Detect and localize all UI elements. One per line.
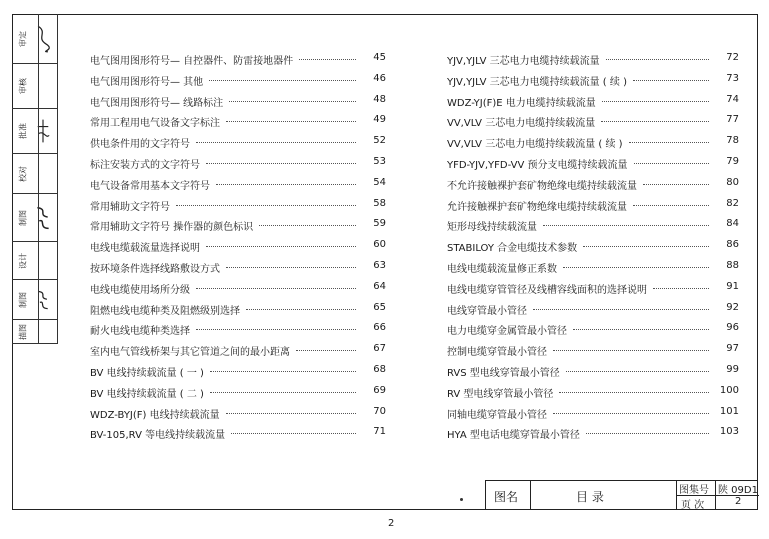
toc-leader-dots [653,280,709,289]
toc-entry [447,402,739,422]
toc-entry-page: 103 [719,426,739,438]
toc-entry-title: 矩形母线持续载流量 [447,222,537,234]
toc-entry-page: 58 [373,197,386,209]
toc-entry-page: 77 [726,114,739,126]
side-cell-7 [12,320,58,344]
toc-entry-title: STABILOY 合金电缆技术参数 [447,243,578,255]
toc-entry-page: 100 [719,384,739,396]
toc-leader-dots [633,197,709,206]
toc-leader-dots [210,363,356,372]
page-row [677,495,759,509]
toc-leader-dots [226,259,356,268]
toc-leader-dots [602,93,709,102]
toc-leader-dots [206,155,356,164]
toc-entry-title: 电线电缆穿管管径及线槽容线面积的选择说明 [447,284,647,296]
toc-entry-title: 同轴电缆穿管最小管径 [447,409,547,421]
toc-entry-page: 63 [373,260,386,271]
toc-entry-title: 电气图用图形符号— 其他 [90,76,204,88]
toc-entry [90,339,386,359]
toc-entry-page: 80 [726,176,739,188]
toc-entry [90,214,386,234]
toc-entry [90,277,386,297]
toc-entry-page: 72 [726,52,739,63]
toc-leader-dots [606,51,709,60]
toc-leader-dots [563,259,709,268]
toc-entry-title: BV 电线持续载流量 ( 二 ) [90,388,204,400]
toc-entry-title: 电线电缆使用场所分级 [90,284,190,296]
side-label: 校对 [18,165,28,182]
toc-entry-title: VV,VLV 三芯电力电缆持续载流量 [447,118,596,130]
toc-leader-dots [216,176,356,185]
toc-entry-page: 92 [726,301,739,313]
toc-entry-title: VV,VLV 三芯电力电缆持续载流量 ( 续 ) [447,139,623,151]
side-cell-1 [12,64,58,109]
toc-leader-dots [259,217,356,226]
toc-entry [447,422,739,442]
toc-entry-title: RVS 型电线穿管最小管径 [447,368,560,379]
toc-entry [447,298,739,318]
toc-entry-page: 101 [719,405,739,417]
toc-leader-dots [296,342,356,351]
toc-entry-page: 66 [373,322,386,334]
sidebar-divider [38,14,39,344]
toc-entry-page: 97 [726,343,739,355]
toc-entry-title: BV-105,RV 等电线持续载流量 [90,430,226,442]
toc-entry-page: 60 [373,239,386,251]
signature-icon [34,203,52,231]
toc-entry-page: 46 [373,72,386,84]
side-label: 描图 [18,323,28,340]
toc-entry-page: 45 [373,52,386,63]
toc-entry [447,256,739,276]
toc-entry [90,235,386,255]
atlas-label: 图集号 [679,485,709,496]
page-divider [715,495,716,509]
toc-leader-dots [553,405,709,414]
toc-leader-dots [586,425,709,434]
toc-entry [90,256,386,276]
page-value: 2 [735,496,742,507]
toc-entry-page: 82 [726,197,739,209]
toc-entry [90,152,386,172]
toc-entry-page: 88 [726,260,739,271]
toc-entry-page: 84 [726,218,739,230]
toc-entry-page: 48 [373,93,386,105]
toc-entry [90,381,386,401]
toc-entry-title: 电线电缆载流量选择说明 [90,243,200,255]
toc-entry-page: 69 [373,384,386,396]
toc-leader-dots [231,425,356,434]
toc-entry-page: 52 [373,135,386,147]
signature-icon [34,288,52,311]
page-label: 页 次 [681,500,705,511]
toc-leader-dots [559,384,709,393]
toc-entry-title: 常用辅助文字符号 [90,201,170,213]
toc-entry-title: 标注安装方式的文字符号 [90,160,200,171]
atlas-number: 陕 09D1 [718,485,758,496]
toc-entry-page: 65 [373,301,386,313]
side-label: 审核 [18,78,28,94]
toc-entry-page: 73 [726,72,739,84]
toc-leader-dots [196,134,356,143]
toc-entry [90,90,386,110]
toc-entry [447,277,739,297]
toc-entry [90,194,386,214]
signature-icon [34,118,52,144]
title-block [485,480,758,510]
toc-leader-dots [533,301,709,310]
toc-leader-dots [210,384,356,393]
toc-entry-page: 67 [373,343,386,355]
toc-entry-title: 允许接触裸护套矿物绝缘电缆持续载流量 [447,201,627,213]
side-cell-3 [12,154,58,194]
toc-entry-page: 54 [373,176,386,188]
toc-leader-dots [206,238,356,247]
side-cell-6 [12,280,58,320]
toc-leader-dots [583,238,709,247]
side-label: 制图 [18,291,28,308]
toc-leader-dots [553,342,709,351]
dot-mark [460,498,463,501]
toc-entry-title: 电气设备常用基本文字符号 [90,180,210,192]
toc-entry-title: RV 型电线穿管最小管径 [447,388,554,400]
toc-entry-title: YJV,YJLV 三芯电力电缆持续载流量 [447,56,600,67]
toc-entry-title: HYA 型电话电缆穿管最小管径 [447,430,580,442]
toc-entry-title: 电气图用图形符号— 线路标注 [90,97,224,109]
toc-entry-title: 电线电缆载流量修正系数 [447,264,557,275]
toc-entry-page: 78 [726,135,739,147]
side-cell-2 [12,109,58,154]
toc-leader-dots [634,155,709,164]
toc-entry [447,69,739,89]
name-label: 图名 [494,490,519,504]
title-block-name-label-cell [486,481,531,510]
toc-entry-title: 电线穿管最小管径 [447,305,527,317]
toc-entry-page: 59 [373,218,386,230]
toc-leader-dots [601,113,709,122]
toc-entry-page: 71 [373,426,386,438]
toc-entry [447,339,739,359]
toc-entry [90,173,386,193]
toc-entry-page: 64 [373,280,386,292]
toc-entry-title: 控制电缆穿管最小管径 [447,347,547,359]
title-block-name-cell [531,481,677,510]
side-label: 审定 [18,30,28,47]
toc-entry [447,318,739,338]
toc-entry-page: 74 [726,93,739,105]
toc-entry-title: 常用工程用电气设备文字标注 [90,118,220,130]
toc-entry [90,402,386,422]
drawing-name: 目 录 [576,490,604,504]
side-cell-5 [12,242,58,280]
toc-entry-page: 53 [373,156,386,167]
toc-entry [90,318,386,338]
toc-entry-title: 耐火电线电缆种类选择 [90,326,190,338]
toc-entry [447,381,739,401]
toc-entry [90,69,386,89]
toc-leader-dots [299,51,356,60]
toc-entry [90,48,386,68]
toc-entry [447,214,739,234]
toc-entry-title: 室内电气管线桥架与其它管道之间的最小距离 [90,347,290,359]
atlas-row [677,481,759,496]
toc-leader-dots [226,113,356,122]
toc-entry-title: 电气图用图形符号— 自控器件、防雷接地器件 [90,56,294,67]
toc-entry-title: 供电条件用的文字符号 [90,139,190,151]
toc-leader-dots [566,363,709,372]
toc-leader-dots [229,93,356,102]
toc-entry-title: 阻燃电线电缆种类及阻燃级别选择 [90,305,240,317]
toc-entry-page: 68 [373,364,386,375]
toc-entry [447,48,739,68]
toc-entry-page: 91 [726,280,739,292]
toc-leader-dots [573,321,709,330]
toc-entry-title: WDZ-BYJ(F) 电线持续载流量 [90,409,220,421]
toc-leader-dots [633,72,709,81]
toc-leader-dots [209,72,356,81]
toc-leader-dots [196,280,356,289]
toc-entry [90,360,386,380]
toc-leader-dots [629,134,709,143]
title-block-meta-cell [677,481,759,510]
toc-entry-page: 86 [726,239,739,251]
side-cell-4 [12,194,58,242]
atlas-divider [715,481,716,495]
side-label: 设计 [18,252,28,269]
toc-entry-title: YFD-YJV,YFD-VV 预分支电缆持续载流量 [447,160,628,171]
toc-entry [447,131,739,151]
approval-sidebar [12,14,58,344]
toc-entry [447,235,739,255]
toc-entry-title: 不允许接触裸护套矿物绝缘电缆持续载流量 [447,180,637,192]
toc-entry-page: 70 [373,405,386,417]
toc-entry-title: 按环境条件选择线路敷设方式 [90,264,220,275]
toc-leader-dots [643,176,709,185]
toc-leader-dots [246,301,356,310]
toc-entry [447,173,739,193]
toc-leader-dots [176,197,356,206]
toc-entry [90,131,386,151]
side-label: 制图 [18,209,28,226]
toc-entry [447,110,739,130]
toc-entry [90,110,386,130]
toc-leader-dots [543,217,709,226]
toc-leader-dots [196,321,356,330]
toc-entry [447,194,739,214]
toc-entry [447,360,739,380]
toc-entry-page: 96 [726,322,739,334]
toc-entry-title: YJV,YJLV 三芯电力电缆持续载流量 ( 续 ) [447,76,627,88]
toc-entry-page: 79 [726,156,739,167]
signature-icon [34,24,52,53]
side-cell-0 [12,14,58,64]
toc-entry [447,152,739,172]
toc-entry-page: 99 [726,364,739,375]
toc-entry-title: BV 电线持续载流量 ( 一 ) [90,368,204,379]
toc-entry [90,298,386,318]
toc-leader-dots [226,405,356,414]
toc-entry-page: 49 [373,114,386,126]
toc-entry-title: 常用辅助文字符号 操作器的颜色标识 [90,222,254,234]
toc-entry-title: 电力电缆穿金属管最小管径 [447,326,567,338]
footer-page-number: 2 [388,518,395,529]
toc-entry [447,90,739,110]
toc-entry-title: WDZ-YJ(F)E 电力电缆持续载流量 [447,97,596,109]
toc-entry [90,422,386,442]
side-label: 批准 [18,123,28,139]
